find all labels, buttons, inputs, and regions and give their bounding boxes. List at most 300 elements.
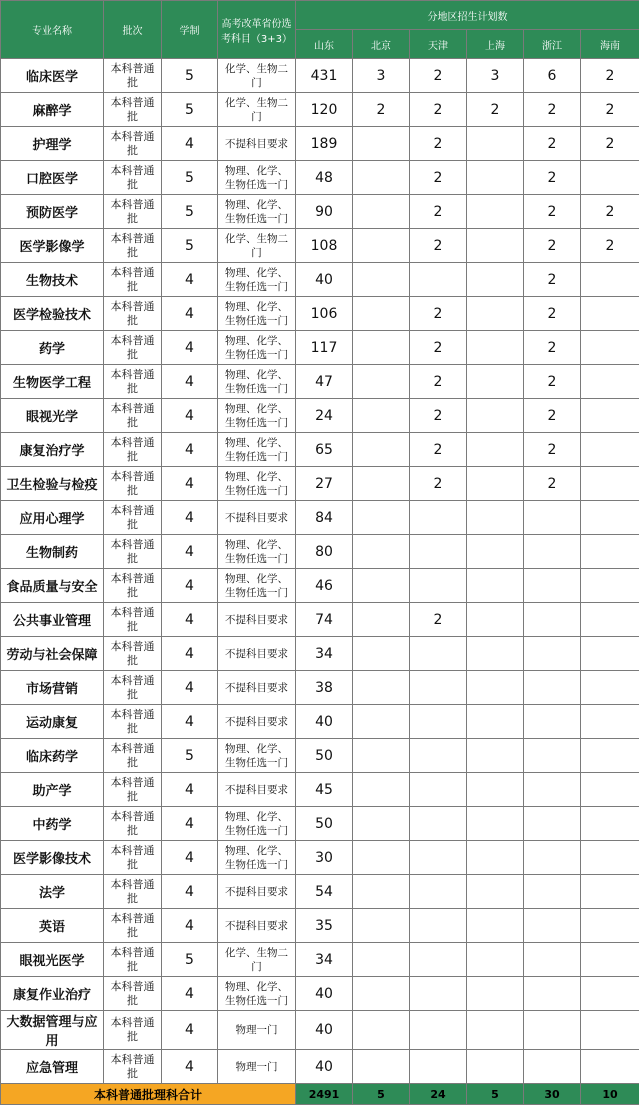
count-shanghai xyxy=(467,127,524,161)
count-hainan: 2 xyxy=(581,195,639,229)
major-name-text: 药学 xyxy=(1,338,103,357)
count-shandong: 189 xyxy=(296,127,353,161)
major-name-cell xyxy=(1,331,104,365)
subject-requirement-cell xyxy=(218,807,296,841)
major-name-cell xyxy=(1,637,104,671)
table-row xyxy=(1,263,639,297)
count-tianjin: 2 xyxy=(410,93,467,127)
count-shanghai xyxy=(467,841,524,875)
count-shandong: 84 xyxy=(296,501,353,535)
count-zhejiang: 2 xyxy=(524,399,581,433)
batch-text: 本科普通批 xyxy=(104,878,161,906)
count-zhejiang: 6 xyxy=(524,59,581,93)
years-text: 4 xyxy=(162,442,217,458)
batch-text: 本科普通批 xyxy=(104,198,161,226)
count-tianjin xyxy=(410,875,467,909)
count-hainan xyxy=(581,807,639,841)
count-zhejiang xyxy=(524,535,581,569)
count-shanghai xyxy=(467,1050,524,1084)
table-row xyxy=(1,603,639,637)
count-shanghai xyxy=(467,399,524,433)
years-text: 5 xyxy=(162,952,217,968)
count-tianjin: 2 xyxy=(410,603,467,637)
major-name-text: 口腔医学 xyxy=(1,168,103,187)
major-name-text: 临床医学 xyxy=(1,66,103,85)
subject-requirement-text: 物理、化学、生物任选一门 xyxy=(218,164,295,192)
count-tianjin xyxy=(410,1011,467,1050)
count-beijing xyxy=(353,331,410,365)
count-shanghai xyxy=(467,365,524,399)
major-name-cell xyxy=(1,569,104,603)
count-hainan: 2 xyxy=(581,93,639,127)
years-cell xyxy=(162,875,218,909)
batch-text: 本科普通批 xyxy=(104,300,161,328)
subject-requirement-text: 不提科目要求 xyxy=(218,681,295,695)
count-tianjin xyxy=(410,739,467,773)
subject-requirement-cell xyxy=(218,93,296,127)
count-shanghai xyxy=(467,501,524,535)
major-name-cell xyxy=(1,161,104,195)
count-beijing xyxy=(353,603,410,637)
count-beijing xyxy=(353,977,410,1011)
count-shanghai xyxy=(467,433,524,467)
major-name-cell xyxy=(1,467,104,501)
years-text: 4 xyxy=(162,884,217,900)
count-tianjin: 2 xyxy=(410,433,467,467)
years-cell xyxy=(162,501,218,535)
years-text: 5 xyxy=(162,68,217,84)
major-name-cell xyxy=(1,263,104,297)
count-tianjin xyxy=(410,637,467,671)
major-name-text: 中药学 xyxy=(1,814,103,833)
count-beijing xyxy=(353,1011,410,1050)
batch-cell xyxy=(104,569,162,603)
subject-requirement-text: 化学、生物二门 xyxy=(218,232,295,260)
count-hainan: 2 xyxy=(581,229,639,263)
batch-cell xyxy=(104,1050,162,1084)
count-beijing xyxy=(353,467,410,501)
years-text: 4 xyxy=(162,918,217,934)
major-name-text: 医学影像技术 xyxy=(1,848,103,867)
years-text: 5 xyxy=(162,748,217,764)
count-beijing xyxy=(353,433,410,467)
count-tianjin xyxy=(410,1050,467,1084)
count-tianjin: 2 xyxy=(410,365,467,399)
years-cell xyxy=(162,195,218,229)
years-cell xyxy=(162,229,218,263)
header-major: 专业名称 xyxy=(1,1,104,59)
years-cell xyxy=(162,365,218,399)
subject-requirement-text: 物理、化学、生物任选一门 xyxy=(218,198,295,226)
count-zhejiang: 2 xyxy=(524,93,581,127)
subject-requirement-text: 不提科目要求 xyxy=(218,613,295,627)
years-text: 4 xyxy=(162,374,217,390)
years-text: 4 xyxy=(162,782,217,798)
subject-requirement-text: 不提科目要求 xyxy=(218,885,295,899)
table-row xyxy=(1,59,639,93)
years-text: 4 xyxy=(162,306,217,322)
header-batch: 批次 xyxy=(104,1,162,59)
count-tianjin xyxy=(410,263,467,297)
batch-cell xyxy=(104,773,162,807)
subject-requirement-cell xyxy=(218,875,296,909)
years-text: 4 xyxy=(162,986,217,1002)
batch-cell xyxy=(104,535,162,569)
batch-text: 本科普通批 xyxy=(104,810,161,838)
major-name-cell xyxy=(1,705,104,739)
table-row xyxy=(1,807,639,841)
table-row xyxy=(1,909,639,943)
count-beijing xyxy=(353,127,410,161)
count-beijing xyxy=(353,875,410,909)
count-shandong: 45 xyxy=(296,773,353,807)
batch-cell xyxy=(104,603,162,637)
batch-text: 本科普通批 xyxy=(104,1016,161,1044)
count-beijing xyxy=(353,637,410,671)
count-zhejiang xyxy=(524,1011,581,1050)
years-cell xyxy=(162,1050,218,1084)
batch-cell xyxy=(104,841,162,875)
count-hainan xyxy=(581,467,639,501)
count-shandong: 120 xyxy=(296,93,353,127)
major-name-cell xyxy=(1,1011,104,1050)
count-shandong: 108 xyxy=(296,229,353,263)
subject-requirement-cell xyxy=(218,331,296,365)
subject-requirement-cell xyxy=(218,739,296,773)
major-name-text: 市场营销 xyxy=(1,678,103,697)
count-shanghai xyxy=(467,1011,524,1050)
years-text: 4 xyxy=(162,816,217,832)
count-shanghai xyxy=(467,297,524,331)
count-zhejiang xyxy=(524,841,581,875)
subject-requirement-cell xyxy=(218,637,296,671)
years-cell xyxy=(162,841,218,875)
count-zhejiang xyxy=(524,909,581,943)
batch-cell xyxy=(104,467,162,501)
count-beijing xyxy=(353,909,410,943)
count-beijing xyxy=(353,195,410,229)
count-shandong: 35 xyxy=(296,909,353,943)
count-zhejiang xyxy=(524,773,581,807)
table-row xyxy=(1,705,639,739)
batch-cell xyxy=(104,161,162,195)
years-cell xyxy=(162,263,218,297)
major-name-text: 生物医学工程 xyxy=(1,372,103,391)
count-shandong: 40 xyxy=(296,1050,353,1084)
major-name-cell xyxy=(1,535,104,569)
batch-cell xyxy=(104,399,162,433)
major-name-text: 英语 xyxy=(1,916,103,935)
years-text: 4 xyxy=(162,646,217,662)
count-tianjin xyxy=(410,501,467,535)
count-shandong: 47 xyxy=(296,365,353,399)
table-row xyxy=(1,637,639,671)
count-beijing xyxy=(353,671,410,705)
years-cell xyxy=(162,1011,218,1050)
years-cell xyxy=(162,977,218,1011)
subject-requirement-cell xyxy=(218,977,296,1011)
count-beijing: 3 xyxy=(353,59,410,93)
subject-requirement-text: 物理一门 xyxy=(218,1060,295,1074)
header-region-hainan: 海南 xyxy=(581,30,639,59)
table-row xyxy=(1,773,639,807)
count-zhejiang: 2 xyxy=(524,229,581,263)
years-text: 4 xyxy=(162,714,217,730)
years-cell xyxy=(162,433,218,467)
count-shandong: 38 xyxy=(296,671,353,705)
count-zhejiang xyxy=(524,603,581,637)
years-cell xyxy=(162,671,218,705)
table-row xyxy=(1,161,639,195)
table-row xyxy=(1,399,639,433)
table-row xyxy=(1,739,639,773)
years-cell xyxy=(162,535,218,569)
count-beijing xyxy=(353,739,410,773)
major-name-cell xyxy=(1,773,104,807)
count-hainan xyxy=(581,603,639,637)
total-label: 本科普通批理科合计 xyxy=(1,1084,296,1105)
count-hainan xyxy=(581,297,639,331)
subject-requirement-text: 物理、化学、生物任选一门 xyxy=(218,470,295,498)
subject-requirement-cell xyxy=(218,127,296,161)
subject-requirement-text: 化学、生物二门 xyxy=(218,96,295,124)
count-tianjin: 2 xyxy=(410,127,467,161)
years-cell xyxy=(162,705,218,739)
count-shandong: 40 xyxy=(296,1011,353,1050)
subject-requirement-cell xyxy=(218,399,296,433)
subject-requirement-text: 不提科目要求 xyxy=(218,137,295,151)
years-text: 5 xyxy=(162,204,217,220)
major-name-text: 卫生检验与检疫 xyxy=(1,474,103,493)
count-hainan xyxy=(581,263,639,297)
subject-requirement-text: 物理、化学、生物任选一门 xyxy=(218,810,295,838)
table-row xyxy=(1,93,639,127)
table-row xyxy=(1,569,639,603)
years-cell xyxy=(162,297,218,331)
subject-requirement-text: 物理、化学、生物任选一门 xyxy=(218,742,295,770)
table-row xyxy=(1,1050,639,1084)
count-beijing xyxy=(353,501,410,535)
subject-requirement-cell xyxy=(218,263,296,297)
years-cell xyxy=(162,807,218,841)
batch-text: 本科普通批 xyxy=(104,164,161,192)
subject-requirement-cell xyxy=(218,943,296,977)
batch-cell xyxy=(104,229,162,263)
count-shandong: 117 xyxy=(296,331,353,365)
table-body xyxy=(1,59,639,1084)
batch-cell xyxy=(104,739,162,773)
batch-text: 本科普通批 xyxy=(104,946,161,974)
total-value-tianjin: 24 xyxy=(410,1084,467,1105)
count-shandong: 106 xyxy=(296,297,353,331)
count-hainan xyxy=(581,739,639,773)
table-row xyxy=(1,365,639,399)
subject-requirement-cell xyxy=(218,841,296,875)
major-name-text: 康复作业治疗 xyxy=(1,984,103,1003)
table-row xyxy=(1,467,639,501)
subject-requirement-cell xyxy=(218,297,296,331)
years-text: 4 xyxy=(162,578,217,594)
subject-requirement-cell xyxy=(218,365,296,399)
subject-requirement-text: 物理、化学、生物任选一门 xyxy=(218,402,295,430)
count-beijing xyxy=(353,569,410,603)
batch-text: 本科普通批 xyxy=(104,96,161,124)
count-zhejiang: 2 xyxy=(524,195,581,229)
count-beijing xyxy=(353,1050,410,1084)
subject-requirement-text: 化学、生物二门 xyxy=(218,62,295,90)
major-name-text: 医学检验技术 xyxy=(1,304,103,323)
count-hainan xyxy=(581,1050,639,1084)
count-hainan xyxy=(581,943,639,977)
subject-requirement-cell xyxy=(218,909,296,943)
count-zhejiang: 2 xyxy=(524,433,581,467)
subject-requirement-text: 物理、化学、生物任选一门 xyxy=(218,266,295,294)
years-cell xyxy=(162,127,218,161)
count-shanghai xyxy=(467,671,524,705)
table-row xyxy=(1,433,639,467)
count-shanghai xyxy=(467,705,524,739)
years-cell xyxy=(162,739,218,773)
subject-requirement-text: 不提科目要求 xyxy=(218,783,295,797)
major-name-text: 应急管理 xyxy=(1,1057,103,1076)
count-shandong: 40 xyxy=(296,263,353,297)
total-value-shanghai: 5 xyxy=(467,1084,524,1105)
major-name-text: 护理学 xyxy=(1,134,103,153)
batch-text: 本科普通批 xyxy=(104,1053,161,1081)
major-name-text: 劳动与社会保障 xyxy=(1,644,103,663)
major-name-text: 眼视光医学 xyxy=(1,950,103,969)
subject-requirement-text: 物理、化学、生物任选一门 xyxy=(218,538,295,566)
major-name-text: 生物制药 xyxy=(1,542,103,561)
batch-cell xyxy=(104,705,162,739)
years-cell xyxy=(162,569,218,603)
batch-text: 本科普通批 xyxy=(104,232,161,260)
batch-text: 本科普通批 xyxy=(104,130,161,158)
years-cell xyxy=(162,773,218,807)
count-tianjin xyxy=(410,977,467,1011)
subject-requirement-cell xyxy=(218,59,296,93)
count-hainan: 2 xyxy=(581,127,639,161)
header-region-tianjin: 天津 xyxy=(410,30,467,59)
count-beijing xyxy=(353,161,410,195)
count-shanghai xyxy=(467,807,524,841)
subject-requirement-cell xyxy=(218,705,296,739)
table-footer xyxy=(1,1084,639,1105)
years-text: 4 xyxy=(162,510,217,526)
table-row xyxy=(1,501,639,535)
count-zhejiang xyxy=(524,501,581,535)
count-shandong: 46 xyxy=(296,569,353,603)
count-hainan xyxy=(581,331,639,365)
batch-cell xyxy=(104,127,162,161)
count-shandong: 40 xyxy=(296,705,353,739)
batch-cell xyxy=(104,501,162,535)
batch-text: 本科普通批 xyxy=(104,844,161,872)
count-tianjin xyxy=(410,569,467,603)
years-text: 4 xyxy=(162,340,217,356)
subject-requirement-text: 物理、化学、生物任选一门 xyxy=(218,844,295,872)
subject-requirement-cell xyxy=(218,195,296,229)
subject-requirement-text: 不提科目要求 xyxy=(218,647,295,661)
years-cell xyxy=(162,909,218,943)
years-cell xyxy=(162,59,218,93)
count-shanghai xyxy=(467,909,524,943)
count-zhejiang: 2 xyxy=(524,297,581,331)
count-tianjin xyxy=(410,841,467,875)
count-shandong: 50 xyxy=(296,739,353,773)
count-zhejiang xyxy=(524,705,581,739)
count-hainan xyxy=(581,433,639,467)
subject-requirement-cell xyxy=(218,467,296,501)
table-row xyxy=(1,841,639,875)
count-shanghai xyxy=(467,977,524,1011)
table-row xyxy=(1,977,639,1011)
years-cell xyxy=(162,399,218,433)
major-name-cell xyxy=(1,433,104,467)
batch-text: 本科普通批 xyxy=(104,470,161,498)
count-zhejiang xyxy=(524,875,581,909)
table-header xyxy=(1,1,639,59)
table-row xyxy=(1,297,639,331)
count-beijing xyxy=(353,535,410,569)
major-name-cell xyxy=(1,399,104,433)
subject-requirement-cell xyxy=(218,161,296,195)
years-cell xyxy=(162,637,218,671)
batch-text: 本科普通批 xyxy=(104,572,161,600)
count-beijing xyxy=(353,365,410,399)
header-region-zhejiang: 浙江 xyxy=(524,30,581,59)
years-text: 4 xyxy=(162,1022,217,1038)
count-shanghai xyxy=(467,603,524,637)
count-tianjin: 2 xyxy=(410,331,467,365)
count-tianjin xyxy=(410,671,467,705)
count-hainan xyxy=(581,841,639,875)
count-hainan xyxy=(581,773,639,807)
count-shandong: 80 xyxy=(296,535,353,569)
batch-text: 本科普通批 xyxy=(104,402,161,430)
count-beijing xyxy=(353,943,410,977)
count-beijing xyxy=(353,297,410,331)
count-tianjin xyxy=(410,773,467,807)
subject-requirement-cell xyxy=(218,603,296,637)
count-hainan xyxy=(581,637,639,671)
subject-requirement-cell xyxy=(218,433,296,467)
years-text: 4 xyxy=(162,408,217,424)
count-hainan xyxy=(581,705,639,739)
batch-text: 本科普通批 xyxy=(104,912,161,940)
count-shandong: 50 xyxy=(296,807,353,841)
count-beijing xyxy=(353,399,410,433)
major-name-text: 大数据管理与应用 xyxy=(1,1011,103,1049)
count-beijing xyxy=(353,773,410,807)
count-beijing: 2 xyxy=(353,93,410,127)
batch-text: 本科普通批 xyxy=(104,980,161,1008)
count-tianjin xyxy=(410,705,467,739)
batch-text: 本科普通批 xyxy=(104,606,161,634)
major-name-text: 康复治疗学 xyxy=(1,440,103,459)
table-row xyxy=(1,535,639,569)
count-shandong: 74 xyxy=(296,603,353,637)
major-name-text: 食品质量与安全 xyxy=(1,576,103,595)
batch-cell xyxy=(104,807,162,841)
major-name-cell xyxy=(1,671,104,705)
count-zhejiang xyxy=(524,943,581,977)
count-shandong: 24 xyxy=(296,399,353,433)
major-name-text: 公共事业管理 xyxy=(1,610,103,629)
major-name-text: 法学 xyxy=(1,882,103,901)
batch-cell xyxy=(104,433,162,467)
major-name-text: 运动康复 xyxy=(1,712,103,731)
